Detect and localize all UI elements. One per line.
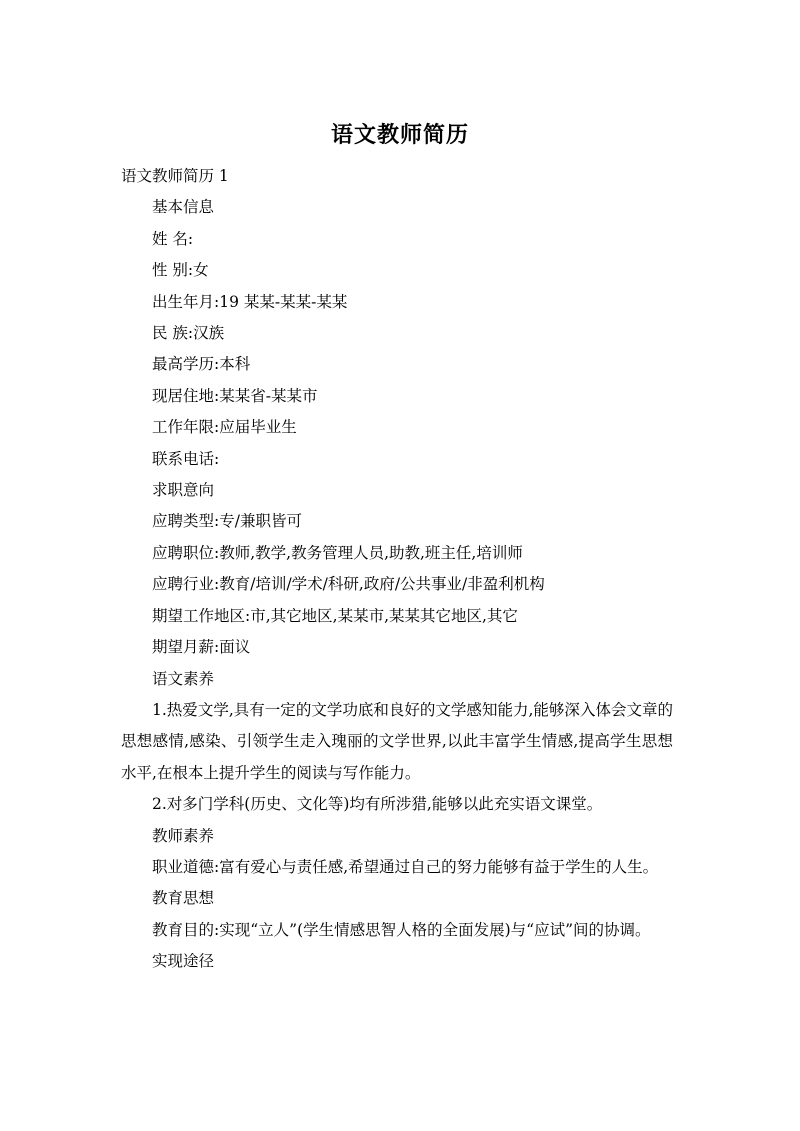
paragraph-13: 应聘职位:教师,教学,教务管理人员,助教,班主任,培训师 [152,543,523,562]
paragraph-20: 教师素养 [152,826,215,845]
paragraph-4: 性 别:女 [152,261,209,280]
document-body [121,161,673,978]
paragraph-2: 基本信息 [152,198,215,217]
paragraph-14: 应聘行业:教育/培训/学术/科研,政府/公共事业/非盈利机构 [152,575,545,594]
paragraph-9: 工作年限:应届毕业生 [152,418,297,437]
paragraph-16: 期望月薪:面议 [152,638,251,657]
paragraph-1: 语文教师简历 1 [121,167,229,185]
paragraph-12: 应聘类型:专/兼职皆可 [152,512,302,531]
paragraph-6: 民 族:汉族 [152,324,225,343]
paragraph-24: 实现途径 [152,952,215,971]
paragraph-23: 教育目的:实现“立人”(学生情感思智人格的全面发展)与“应试”间的协调。 [152,920,651,939]
paragraph-15: 期望工作地区:市,其它地区,某某市,某某其它地区,其它 [152,606,518,625]
paragraph-22: 教育思想 [152,889,215,908]
paragraph-5: 出生年月:19 某某-某某-某某 [152,292,348,311]
paragraph-3: 姓 名: [152,229,194,248]
paragraph-10: 联系电话: [152,449,220,468]
paragraph-7: 最高学历:本科 [152,355,251,374]
paragraph-18: 1.热爱文学,具有一定的文学功底和良好的文学感知能力,能够深入体会文章的思想感情,感染、引领学生走入瑰丽的文学世界,以此丰富学生情感,提高学生思想水平,在根本上提升学生的阅读与写作能力。 [121,700,673,782]
paragraph-19: 2.对多门学科(历史、文化等)均有所涉猎,能够以此充实语文课堂。 [152,795,603,814]
document-title: 语文教师简历 [330,123,469,148]
paragraph-21: 职业道德:富有爱心与责任感,希望通过自己的努力能够有益于学生的人生。 [152,857,659,876]
paragraph-8: 现居住地:某某省-某某市 [152,386,318,405]
paragraph-17: 语文素养 [152,669,215,688]
paragraph-11: 求职意向 [152,481,215,500]
